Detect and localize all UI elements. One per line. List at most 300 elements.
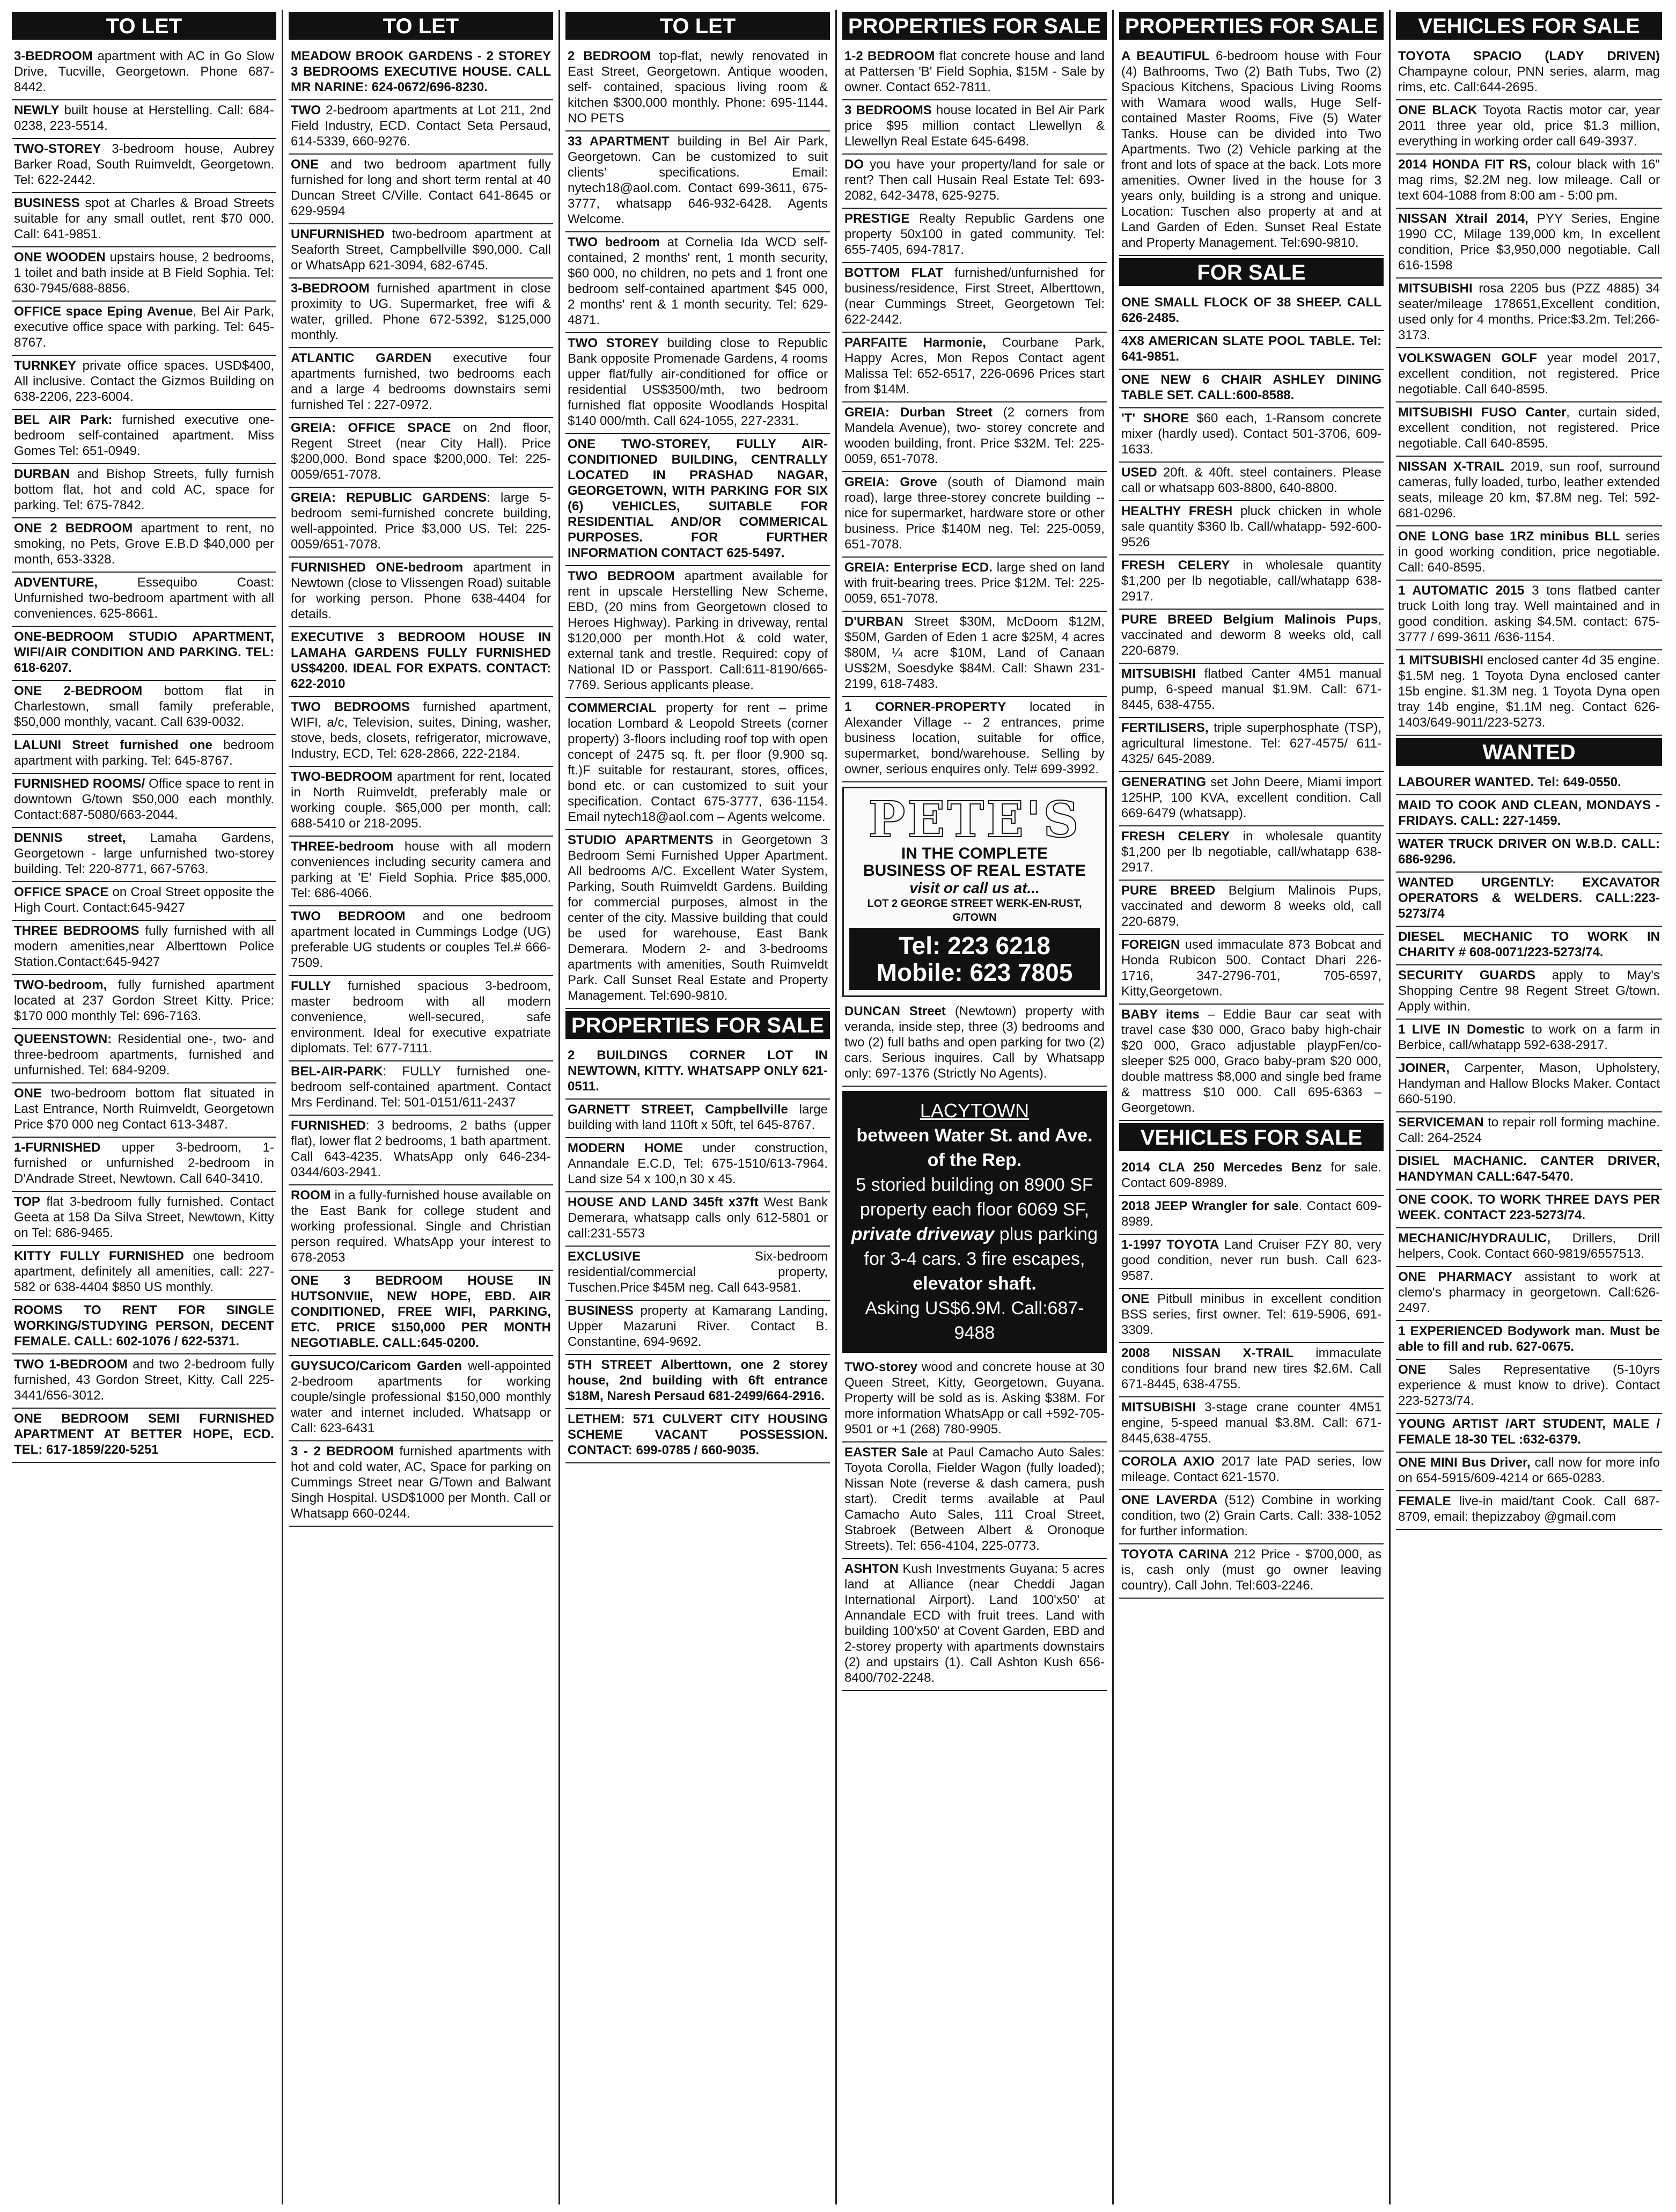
ad-text: furnished spacious 3-bedroom, master bedroom with all modern convenience, well-secured, safe environment. Ideal for executive expatriate diplomats. Tel: 677-7111. bbox=[291, 979, 551, 1056]
ad-text: Street $30M, McDoom $12M, $50M, Garden of Eden 1 acre $25M, 4 acres $80M, ¼ acre $10M, Land of Canaan US$2M, Soesdyke $84M. Call: Shawn 231-2199, 618-7483. bbox=[844, 614, 1105, 691]
box-line: Asking US$6.9M. Call:687-9488 bbox=[865, 1298, 1084, 1343]
ad-text: Pitbull minibus in excellent condition BSS series, first owner. Tel: 619-5906, 691-3309. bbox=[1121, 1292, 1381, 1337]
ad-text: top-flat, newly renovated in East Street, Georgetown. Antique wooden, self- contained, spacious living room & kitchen $300,000 monthly. Phone: 695-1144. NO PETS bbox=[568, 49, 828, 126]
ad-text: furnished apartment, WIFI, a/c, Television, suites, Dining, washer, stove, beds, closets, refrigerator, microwave, Industry, ECD, Tel: 628-2866, 222-2184. bbox=[291, 700, 551, 761]
ad-text: colour black with 16" mag rims, $2.2M neg. low mileage. Call or text 604-1088 from 8:00 am - 5:00 pm. bbox=[1398, 157, 1660, 203]
ad-lead: 2014 HONDA FIT RS, bbox=[1398, 157, 1531, 172]
ad-text: West Bank Demerara, whatsapp calls only 612-5801 or call:231-5573 bbox=[568, 1195, 828, 1241]
ad-lead: MODERN HOME bbox=[568, 1141, 683, 1155]
classified-ad bbox=[12, 774, 276, 828]
classified-ad bbox=[1119, 555, 1384, 610]
ad-lead: 1 CORNER-PROPERTY bbox=[844, 700, 1006, 714]
ad-lead: ONE BEDROOM SEMI FURNISHED APARTMENT AT BETTER HOPE, ECD. TEL: 617-1859/220-5251 bbox=[14, 1411, 274, 1457]
ad-lead: 1 LIVE IN Domestic bbox=[1398, 1022, 1525, 1037]
ad-lead: TOYOTA CARINA bbox=[1121, 1547, 1229, 1562]
logo-mobile: Mobile: 623 7805 bbox=[876, 958, 1073, 986]
classified-ad bbox=[842, 697, 1107, 782]
classified-ad bbox=[12, 46, 276, 100]
classified-ad bbox=[1119, 501, 1384, 555]
ad-lead: BEL-AIR-PARK bbox=[291, 1064, 383, 1079]
classified-ad bbox=[289, 837, 553, 906]
ad-text: Land Cruiser FZY 80, very good condition, never run bush. Call 623-9587. bbox=[1121, 1237, 1381, 1283]
classified-ad bbox=[1119, 1544, 1384, 1599]
ad-text: 3-stage crane counter 4M51 engine, 5-speed manual $3.8M. Call: 671-8445,638-4755. bbox=[1121, 1400, 1381, 1446]
logo-line: BUSINESS OF REAL ESTATE bbox=[863, 862, 1086, 880]
ad-text: well-appointed 2-bedroom apartments for working couple/single professional $150,000 monthly water and internet included. Whatsapp or Call: 623-6431 bbox=[291, 1359, 551, 1435]
ad-text: Essequibo Coast: Unfurnished two-bedroom apartment with all conveniences. 625-8661. bbox=[14, 575, 274, 621]
box-line: between Water St. and Ave. of the Rep. bbox=[856, 1125, 1093, 1170]
ad-lead: 3 BEDROOMS bbox=[844, 103, 932, 118]
classified-ad bbox=[1119, 1158, 1384, 1196]
ad-lead: BUSINESS bbox=[14, 196, 80, 210]
ad-text: on Croal Street opposite the High Court. Contact:645-9427 bbox=[14, 885, 274, 915]
classified-ad bbox=[842, 472, 1107, 558]
ad-lead: ONE 2-BEDROOM bbox=[14, 684, 143, 698]
ad-lead: GREIA: Durban Street bbox=[844, 405, 993, 420]
ad-text: : large 5-bedroom semi-furnished concrete building, well-appointed. Price $3,000 US. Tel: 225-0059/651-7078. bbox=[291, 490, 551, 552]
classified-ad bbox=[565, 1100, 830, 1138]
classified-ad bbox=[565, 46, 830, 131]
ad-lead: UNFURNISHED bbox=[291, 227, 385, 241]
ad-text: you have your property/land for sale or rent? Then call Husain Real Estate Tel: 693-2082, 642-3478, 625-9275. bbox=[844, 157, 1105, 203]
ad-lead: 2 BUILDINGS CORNER LOT IN NEWTOWN, KITTY. WHATSAPP ONLY 621-0511. bbox=[568, 1048, 828, 1094]
ad-text: fully furnished apartment located at 237 Gordon Street Kitty. Price: $170 000 monthly Tel: 696-7163. bbox=[14, 978, 274, 1023]
ad-lead: BOTTOM FLAT bbox=[844, 266, 944, 280]
ad-text: Drillers, Drill helpers, Cook. Contact 660-9819/6557513. bbox=[1398, 1231, 1660, 1261]
classified-ad bbox=[1119, 292, 1384, 331]
classified-ad bbox=[1396, 457, 1662, 526]
column-6 bbox=[1391, 10, 1667, 2204]
ad-lead: TOYOTA SPACIO (LADY DRIVEN) bbox=[1398, 49, 1660, 63]
classified-ad bbox=[1119, 370, 1384, 408]
classified-ad bbox=[289, 1356, 553, 1441]
ad-text: Kush Investments Guyana: 5 acres land at Alliance (near Cheddi Jagan International Airport). Land 100'x50' at Annandale ECD with fruit trees. Land with building 100'x50' at Covent Garden, EBD and 2-storey property with apartments downstairs (2) and upstairs (1). Call Ashton Kush 656-8400/702-2248. bbox=[844, 1562, 1105, 1685]
classified-ad bbox=[289, 1441, 553, 1527]
ad-text: , curtain sided, excellent condition, not registered. Price negotiable. Call 640-8595. bbox=[1398, 405, 1660, 451]
ad-text: built house at Herstelling. Call: 684-0238, 223-5514. bbox=[14, 103, 274, 133]
classified-ad bbox=[1119, 610, 1384, 664]
ad-text: executive four apartments furnished, two bedrooms each and a large 4 bedrooms downstairs semi furnished Tel : 227-0972. bbox=[291, 351, 551, 412]
ad-lead: DURBAN bbox=[14, 467, 70, 481]
ad-text: flatbed Canter 4M51 manual pump, 6-speed manual $1.9M. Call: 671-8445, 638-4755. bbox=[1121, 666, 1381, 712]
ad-lead: HEALTHY FRESH bbox=[1121, 504, 1233, 518]
ad-lead: 3-BEDROOM bbox=[291, 281, 370, 296]
ad-text: house with all modern conveniences including security camera and parking at 'E' Field Sophia. Price $85,000. Tel: 686-4066. bbox=[291, 839, 551, 900]
ad-lead: WATER TRUCK DRIVER ON W.B.D. CALL: 686-9296. bbox=[1398, 837, 1660, 867]
classified-ad bbox=[1396, 46, 1662, 100]
classified-ad bbox=[289, 976, 553, 1061]
ad-lead: SECURITY GUARDS bbox=[1398, 968, 1535, 983]
ad-lead: BABY items bbox=[1121, 1007, 1200, 1022]
classified-ad bbox=[1396, 100, 1662, 155]
classified-ad bbox=[1396, 1321, 1662, 1360]
ad-lead: ONE SMALL FLOCK OF 38 SHEEP. CALL 626-2485. bbox=[1121, 295, 1381, 325]
ad-lead: FULLY bbox=[291, 979, 332, 993]
ad-text: at Paul Camacho Auto Sales: Toyota Corolla, Fielder Wagon (fully loaded); Nissan Note (reverse & dash camera, push start). Credit terms available at Paul Camacho Auto Sales, 111 Croal Street, Stabroek (Between Albert & Oronoque Streets). Tel: 656-4104, 225-0773. bbox=[844, 1445, 1105, 1553]
ad-lead: 1-2 BEDROOM bbox=[844, 49, 935, 63]
classified-ad bbox=[1396, 526, 1662, 581]
classified-ad bbox=[289, 1185, 553, 1271]
ad-lead: GARNETT STREET, Campbellville bbox=[568, 1102, 788, 1117]
ad-lead: LETHEM: 571 CULVERT CITY HOUSING SCHEME VACANT POSSESSION. CONTACT: 699-0785 / 660-9035. bbox=[568, 1412, 828, 1457]
ad-lead: ONE COOK. TO WORK THREE DAYS PER WEEK. CONTACT 223-5273/74. bbox=[1398, 1192, 1660, 1222]
ad-lead: 5TH STREET Alberttown, one 2 storey house, 2nd building with 6ft entrance $18M, Naresh Persaud 681-2499/664-2916. bbox=[568, 1358, 828, 1403]
classified-ad bbox=[1119, 881, 1384, 935]
classified-ad bbox=[1396, 927, 1662, 965]
section-header: PROPERTIES FOR SALE bbox=[565, 1011, 830, 1039]
classified-ad bbox=[842, 1357, 1107, 1442]
classified-ad bbox=[12, 681, 276, 735]
classified-ad bbox=[1396, 873, 1662, 927]
ad-lead: TWO bedroom bbox=[568, 235, 660, 250]
ad-text: enclosed canter 4d 35 engine. $1.5M neg. 1 Toyota Dyna enclosed canter 15b engine. $1.3M neg. 1 Toyota Dyna open tray 14b engine, $1.1M neg. Contact 626-1403/649-9011/223-5273. bbox=[1398, 653, 1660, 730]
classified-ad bbox=[1396, 834, 1662, 873]
classified-ad bbox=[12, 1300, 276, 1354]
section-header: VEHICLES FOR SALE bbox=[1119, 1123, 1384, 1151]
ad-text: one bedroom apartment, definitely all amenities, call: 227-582 or 638-4404 $850 US monthly. bbox=[14, 1249, 274, 1294]
classified-ad bbox=[565, 830, 830, 1009]
classified-ad bbox=[1396, 1058, 1662, 1112]
classified-ad bbox=[1119, 664, 1384, 718]
ad-text: furnished apartments with hot and cold water, AC, Space for parking on Cummings Street near G/Town and Balwant Singh Hospital. USD$1000 per Month. Call or Whatsapp 660-0244. bbox=[291, 1444, 551, 1521]
classified-ad bbox=[1396, 1414, 1662, 1453]
section-header: TO LET bbox=[565, 12, 830, 40]
ad-lead: FERTILISERS, bbox=[1121, 721, 1209, 735]
ad-text: upper 3-bedroom, 1-furnished or unfurnished 2-bedroom in D'Andrade Street, Newtown. Call 640-3410. bbox=[14, 1140, 274, 1186]
ad-text: building in Bel Air Park, Georgetown. Can be customized to suit clients' specifications. Email: nytech18@aol.com. Contact 699-3611, 675-3777, whatsapp 646-932-6428. Agents Welcome. bbox=[568, 134, 828, 226]
ad-lead: ATLANTIC GARDEN bbox=[291, 351, 432, 365]
ad-lead: WANTED URGENTLY: EXCAVATOR OPERATORS & WELDERS. CALL:223-5273/74 bbox=[1398, 875, 1660, 921]
ad-text: Six-bedroom residential/commercial property, Tuschen.Price $45M neg. Call 643-9581. bbox=[568, 1249, 828, 1295]
ad-text: Sales Representative (5-10yrs experience & must know to drive). Contact 223-5273/74. bbox=[1398, 1363, 1660, 1408]
classifieds-page bbox=[6, 10, 1670, 2204]
ad-text: property for rent – prime location Lombard & Leopold Streets (corner property) 3-floors including roof top with open concept of 2475 sq. ft. per floor (9.900 sq. ft.)F suitable for restaurant, stores, offices, bond etc. or can customized to suit your specification. Contact 675-3777, 636-1154. Email nytech18@aol.com – Agents welcome. bbox=[568, 701, 828, 824]
ad-lead: VOLKSWAGEN GOLF bbox=[1398, 351, 1537, 365]
classified-ad bbox=[565, 333, 830, 434]
ad-text: apartment to rent, no smoking, no Pets, Grove E.B.D $40,000 per month, 653-3328. bbox=[14, 521, 275, 567]
ad-lead: ASHTON bbox=[844, 1562, 899, 1576]
classified-ad bbox=[565, 1301, 830, 1355]
box-line: 5 storied building on 8900 SF property each floor 6069 SF, bbox=[856, 1175, 1093, 1220]
ad-lead: ONE 2 BEDROOM bbox=[14, 521, 133, 536]
ad-lead: ONE bbox=[14, 1086, 42, 1101]
ad-lead: ONE TWO-STOREY, FULLY AIR-CONDITIONED BUILDING, CENTRALLY LOCATED IN PRASHAD NAGAR, GEORGETOWN, WITH PARKING FOR SIX (6) VEHICLES, SUITABLE FOR RESIDENTIAL AND/OR COMMERICAL PURPOSES. FOR FURTHER INFORMATION CONTACT 625-5497. bbox=[568, 437, 828, 560]
ad-lead: TWO bbox=[291, 103, 321, 118]
ad-text: in a fully-furnished house available on the East Bank for college student and working professional. Single and Christian person required. WhatsApp your interest to 678-2053 bbox=[291, 1188, 551, 1265]
column-1 bbox=[6, 10, 283, 2204]
classified-ad bbox=[565, 1045, 830, 1100]
column-3 bbox=[560, 10, 837, 2204]
box-text: plus parking for 3-4 cars. 3 fire escapes, bbox=[864, 1224, 1098, 1269]
ad-lead: TWO BEDROOM bbox=[291, 909, 406, 924]
column-4 bbox=[837, 10, 1114, 2204]
ad-text: private office spaces. USD$400, All inclusive. Contact the Gizmos Building on 638-2206, 223-6004. bbox=[14, 358, 274, 404]
ad-lead: MITSUBISHI bbox=[1121, 1400, 1196, 1415]
box-line: elevator shaft. bbox=[913, 1273, 1037, 1294]
classified-ad bbox=[12, 356, 276, 410]
ad-text: pluck chicken in whole sale quantity $360 lb. Call/whatapp- 592-600-9526 bbox=[1121, 504, 1382, 550]
ad-text: in Georgetown 3 Bedroom Semi Furnished Upper Apartment. All bedrooms A/C. Excellent Water System, Parking, South Ruimveldt Gardens. Building for commercial purposes, almost in the center of the city. Massive building that could be used for warehouse, East Bank Demerara. Modern 2- and 3-bedrooms apartments with amenities, South Ruimveldt Park. Call Sunset Real Estate and Property Management. Tel:690-9810. bbox=[568, 833, 828, 1003]
ad-text: (2 corners from Mandela Avenue), two- storey concrete and wooden building, front. Price $32M. Tel: 225-0059, 651-7078. bbox=[844, 405, 1105, 466]
classified-ad bbox=[289, 46, 553, 100]
ad-lead: ONE-BEDROOM STUDIO APARTMENT, WIFI/AIR CONDITION AND PARKING. TEL: 618-6207. bbox=[14, 629, 274, 675]
section-header: WANTED bbox=[1396, 738, 1662, 766]
classified-ad bbox=[289, 100, 553, 155]
ad-text: Realty Republic Gardens one property 50x100 in gated community. Tel: 655-7405, 694-7817. bbox=[844, 211, 1105, 257]
ad-lead: ONE bbox=[1398, 1363, 1427, 1377]
ad-text: year model 2017, excellent condition, not registered. Price negotiable. Call 640-8595. bbox=[1398, 351, 1660, 397]
ad-text: triple superphosphate (TSP), agricultural limestone. Tel: 627-4575/ 611-4325/ 645-2089. bbox=[1121, 721, 1381, 766]
ad-lead: TWO STOREY bbox=[568, 336, 659, 350]
classified-ad bbox=[842, 402, 1107, 472]
ad-lead: THREE-bedroom bbox=[291, 839, 394, 854]
classified-ad bbox=[842, 333, 1107, 402]
ad-lead: FURNISHED ROOMS/ bbox=[14, 777, 145, 791]
ad-lead: 2014 CLA 250 Mercedes Benz bbox=[1121, 1160, 1322, 1175]
classified-ad bbox=[565, 1355, 830, 1409]
ad-lead: LALUNI Street furnished one bbox=[14, 738, 212, 752]
classified-ad bbox=[1396, 772, 1662, 795]
classified-ad bbox=[12, 100, 276, 139]
classified-ad bbox=[1396, 795, 1662, 834]
ad-text: Office space to rent in downtown G/town $50,000 each monthly. Contact:687-5080/663-2044. bbox=[14, 777, 274, 822]
ad-lead: ADVENTURE, bbox=[14, 575, 98, 590]
ad-lead: FOREIGN bbox=[1121, 937, 1180, 952]
classified-ad bbox=[1396, 209, 1662, 279]
ad-lead: MITSUBISHI FUSO Canter bbox=[1398, 405, 1567, 420]
logo-tel: Tel: 223 6218 bbox=[898, 932, 1050, 959]
logo-line: visit or call us at... bbox=[909, 880, 1040, 896]
ad-text: 6-bedroom house with Four (4) Bathrooms, Two (2) Bath Tubs, Two (2) Spacious Kitchens, Spacious Living Rooms with Wamara wood walls, Huge Self-contained Master Rooms, Five (5) Water Tanks. House can be divided into Two Apartments. Two (2) Vehicle parking at the front and lots of space at the back. Lots more amenities. Owner lived in the house for 3 years only, building is a strong and unique. Location: Tuschen also property at and at Land Garden of Eden. Sunset Real Estate and Property Management. Tel:690-9810. bbox=[1121, 49, 1382, 250]
classified-ad bbox=[12, 1192, 276, 1246]
ad-text: large building with land 110ft x 50ft, tel 645-8767. bbox=[568, 1102, 828, 1132]
ad-lead: TWO-storey bbox=[844, 1360, 918, 1374]
ad-text: furnished executive one-bedroom self-contained apartment. Miss Gomes Tel: 651-0949. bbox=[14, 413, 274, 458]
section-header: PROPERTIES FOR SALE bbox=[1119, 12, 1384, 40]
classified-ad bbox=[1396, 1020, 1662, 1058]
ad-text: for sale. Contact 609-8989. bbox=[1121, 1160, 1381, 1190]
ad-lead: 1-1997 TOYOTA bbox=[1121, 1237, 1219, 1252]
classified-ad bbox=[1119, 1490, 1384, 1544]
classified-ad bbox=[289, 224, 553, 279]
ad-lead: COMMERCIAL bbox=[568, 701, 657, 715]
classified-ad bbox=[289, 279, 553, 348]
ad-lead: MAID TO COOK AND CLEAN, MONDAYS - FRIDAYS. CALL: 227-1459. bbox=[1398, 798, 1660, 828]
ad-lead: ONE PHARMACY bbox=[1398, 1270, 1513, 1284]
ad-lead: STUDIO APARTMENTS bbox=[568, 833, 714, 847]
classified-ad bbox=[842, 558, 1107, 612]
ad-text: Champayne colour, PNN series, alarm, mag rims, etc. Call:644-2695. bbox=[1398, 64, 1660, 94]
ad-text: flat concrete house and land at Pattersen 'B' Field Sophia, $15M - Sale by owner. Contact 652-7811. bbox=[844, 49, 1105, 94]
ad-text: bottom flat in Charlestown, small family preferable, $50,000 monthly, vacant. Call 639-0032. bbox=[14, 684, 274, 729]
ad-text: 2017 late PAD series, low mileage. Contact 621-1570. bbox=[1121, 1454, 1381, 1484]
ad-text: Toyota Ractis motor car, year 2011 three year old, price $1.3 million, everything in working order call 649-3937. bbox=[1398, 103, 1660, 149]
ad-lead: COROLA AXIO bbox=[1121, 1454, 1215, 1469]
ad-text: set John Deere, Miami import 125HP, 100 KVA, excellent condition. Call 669-6479 (whatsapp). bbox=[1121, 775, 1381, 821]
classified-ad bbox=[1396, 279, 1662, 348]
classified-ad bbox=[1396, 155, 1662, 209]
classified-ad bbox=[12, 573, 276, 627]
classified-ad bbox=[12, 882, 276, 921]
ad-lead: PARFAITE Harmonie, bbox=[844, 335, 987, 350]
ad-text: apartment available for rent in upscale Herstelling New Scheme, EBD, (20 mins from Georgetown closed to Heroes Highway). Parking in driveway, rental $120,000 per month.Hot & cold water, external tank and trestle. Required: copy of National ID or Passport. Call:611-8190/665-7769. Serious applicants please. bbox=[568, 569, 828, 692]
ad-lead: NISSAN Xtrail 2014, bbox=[1398, 211, 1528, 226]
ad-text: live-in maid/tant Cook. Call 687-8709, email: thepizzaboy @gmail.com bbox=[1398, 1494, 1660, 1524]
ad-lead: THREE BEDROOMS bbox=[14, 924, 139, 938]
classified-ad bbox=[842, 263, 1107, 333]
classified-ad bbox=[1119, 331, 1384, 370]
classified-ad bbox=[1119, 826, 1384, 881]
classified-ad bbox=[1396, 1491, 1662, 1530]
ad-lead: PURE BREED Belgium Malinois Pups bbox=[1121, 612, 1378, 627]
ad-text: under construction, Annandale E.C.D, Tel: 675-1510/613-7964. Land size 54 x 100,n 30 x 45. bbox=[568, 1141, 828, 1186]
classified-ad bbox=[289, 906, 553, 976]
classified-ad bbox=[1119, 772, 1384, 826]
classified-ad bbox=[1396, 1151, 1662, 1190]
classified-ad bbox=[12, 193, 276, 247]
classified-ad bbox=[12, 139, 276, 193]
box-line: LACYTOWN bbox=[920, 1100, 1030, 1122]
classified-ad bbox=[1396, 1112, 1662, 1151]
classified-ad bbox=[12, 975, 276, 1029]
classified-ad bbox=[1119, 1289, 1384, 1343]
ad-text: , Bel Air Park, executive office space with parking. Tel: 645-8767. bbox=[14, 304, 275, 350]
column-5 bbox=[1114, 10, 1391, 2204]
section-header: TO LET bbox=[12, 12, 276, 40]
ad-lead: FURNISHED bbox=[291, 1118, 366, 1133]
ad-lead: 2018 JEEP Wrangler for sale bbox=[1121, 1199, 1299, 1213]
ad-text: two-bedroom bottom flat situated in Last Entrance, North Ruimveldt, Georgetown Price $70 000 neg Contact 613-3487. bbox=[14, 1086, 274, 1132]
ad-lead: 1-FURNISHED bbox=[14, 1140, 101, 1155]
classified-ad bbox=[565, 1192, 830, 1247]
classified-ad bbox=[1396, 650, 1662, 736]
ad-text: immaculate conditions four brand new tires $2.6M. Call 671-8445, 638-4755. bbox=[1121, 1346, 1382, 1391]
classified-ad bbox=[565, 434, 830, 566]
classified-ad bbox=[842, 46, 1107, 100]
ad-text: , vaccinated and deworm 8 weeks old, call 220-6879. bbox=[1121, 612, 1381, 658]
ad-text: 2019, sun roof, surround cameras, fully loaded, turbo, leather extended seats, mileage 20 km, $7.8M neg. Tel: 592-681-0296. bbox=[1398, 459, 1660, 521]
ad-lead: 3 - 2 BEDROOM bbox=[291, 1444, 394, 1459]
ad-lead: 3-BEDROOM bbox=[14, 49, 93, 63]
ad-text: 2-bedroom apartments at Lot 211, 2nd Field Industry, ECD. Contact Seta Persaud, 614-5339, 660-9276. bbox=[291, 103, 551, 149]
ad-text: fully furnished with all modern amenities,near Alberttown Police Station.Contact:645-9427 bbox=[14, 924, 274, 969]
ad-text: apartment in Newtown (close to Vlissengen Road) suitable for working person. Phone 638-4404 for details. bbox=[291, 560, 551, 621]
classified-ad bbox=[289, 1061, 553, 1116]
ad-lead: GREIA: Enterprise ECD. bbox=[844, 560, 993, 575]
ad-text: apartment for rent, located in North Ruimveldt, preferably male or working couple. $65,000 per month, call: 688-5410 or 218-2095. bbox=[291, 770, 551, 831]
classified-ad bbox=[12, 735, 276, 774]
ad-lead: ONE bbox=[1121, 1292, 1150, 1306]
classified-ad bbox=[1119, 1196, 1384, 1235]
ad-lead: GREIA: REPUBLIC GARDENS bbox=[291, 490, 487, 505]
ad-lead: TOP bbox=[14, 1195, 40, 1209]
ad-lead: PRESTIGE bbox=[844, 211, 910, 226]
ad-lead: ONE LAVERDA bbox=[1121, 1493, 1218, 1507]
ad-text: – Eddie Baur car seat with travel case $30 000, Graco baby high-chair $20 000, Graco adjustable playpFen/co-sleeper $25 000, Graco baby-pram $20 000, double mattress $8,000 and single bed frame & mattress $10 000. Call 695-6363 – Georgetown. bbox=[1121, 1007, 1381, 1115]
ad-text: in wholesale quantity $1,200 per lb negotiable, call/whatapp 638-2917. bbox=[1121, 829, 1381, 875]
classified-ad bbox=[1119, 1452, 1384, 1490]
ad-lead: DISIEL MACHANIC. CANTER DRIVER, HANDYMAN CALL:647-5470. bbox=[1398, 1154, 1660, 1184]
classified-ad bbox=[289, 488, 553, 558]
ad-lead: 2008 NISSAN X-TRAIL bbox=[1121, 1346, 1294, 1360]
classified-ad bbox=[12, 518, 276, 573]
ad-lead: EXCLUSIVE bbox=[568, 1249, 641, 1264]
ad-text: 3 tons flatbed canter truck Loith long tray. Well maintained and in good condition. asking $4.5M. contact: 675-3777 / 699-3611 /636-1154. bbox=[1398, 583, 1660, 644]
classified-ad bbox=[12, 1083, 276, 1138]
ad-text: in wholesale quantity $1,200 per lb negotiable, call/whatapp 638-2917. bbox=[1121, 558, 1381, 604]
ad-text: Carpenter, Mason, Upholstery, Handyman and Hallow Blocks Maker. Contact 660-5190. bbox=[1398, 1061, 1660, 1107]
ad-text: rosa 2205 bus (PZZ 4885) 34 seater/mileage 178651,Excellent condition, used only for 4 months. Price:$3.2m. Tel:266-3173. bbox=[1398, 281, 1660, 342]
section-header: VEHICLES FOR SALE bbox=[1396, 12, 1662, 40]
ad-lead: MITSUBISHI bbox=[1398, 281, 1473, 296]
classified-ad bbox=[12, 828, 276, 882]
section-header: PROPERTIES FOR SALE bbox=[842, 12, 1107, 40]
ad-lead: ONE WOODEN bbox=[14, 250, 106, 265]
classified-ad bbox=[842, 209, 1107, 263]
ad-text: Courbane Park, Happy Acres, Mon Repos Contact agent Malissa Tel: 652-6517, 226-0696 Prices start from $14M. bbox=[844, 335, 1105, 397]
classified-ad bbox=[12, 627, 276, 681]
ad-lead: DUNCAN Street bbox=[844, 1004, 946, 1019]
ad-lead: NISSAN X-TRAIL bbox=[1398, 459, 1504, 474]
ad-lead: 2 BEDROOM bbox=[568, 49, 651, 63]
ad-lead: BUSINESS bbox=[568, 1303, 634, 1318]
ad-lead: GENERATING bbox=[1121, 775, 1207, 789]
classified-ad bbox=[289, 697, 553, 767]
ad-lead: TWO BEDROOMS bbox=[291, 700, 410, 714]
classified-ad bbox=[289, 348, 553, 418]
ad-lead: 1 MITSUBISHI bbox=[1398, 653, 1483, 668]
classified-ad bbox=[842, 100, 1107, 155]
ad-lead: TWO-STOREY bbox=[14, 142, 101, 156]
ad-text: to work on a farm in Berbice, call/whatapp 592-638-2917. bbox=[1398, 1022, 1660, 1052]
ad-lead: DIESEL MECHANIC TO WORK IN CHARITY # 608-0071/223-5273/74. bbox=[1398, 929, 1660, 959]
classified-ad bbox=[12, 1029, 276, 1083]
ad-text: furnished apartment in close proximity to UG. Supermarket, free wifi & water, grilled. Phone 672-5392, $125,000 monthly. bbox=[291, 281, 551, 342]
classified-ad bbox=[1396, 1228, 1662, 1267]
ad-text: series in good working condition, price negotiable. Call: 640-8595. bbox=[1398, 529, 1660, 575]
ad-lead: ROOM bbox=[291, 1188, 331, 1203]
classified-ad bbox=[565, 698, 830, 830]
classified-ad bbox=[842, 1001, 1107, 1087]
ad-lead: 1 AUTOMATIC 2015 bbox=[1398, 583, 1525, 598]
classified-ad bbox=[289, 627, 553, 697]
ad-lead: 1 EXPERIENCED Bodywork man. Must be able to fill and rub. 627-0675. bbox=[1398, 1324, 1660, 1354]
ad-text: and Bishop Streets, fully furnish bottom flat, hot and cold AC, space for parking. Tel: 675-7842. bbox=[14, 467, 274, 512]
ad-lead: ONE BLACK bbox=[1398, 103, 1477, 118]
ad-lead: DO bbox=[844, 157, 864, 172]
ad-lead: JOINER, bbox=[1398, 1061, 1450, 1075]
ad-lead: TWO-BEDROOM bbox=[291, 770, 393, 784]
logo-phones bbox=[849, 928, 1100, 990]
classified-ad bbox=[1119, 408, 1384, 463]
ad-lead: GREIA: Grove bbox=[844, 475, 937, 489]
ad-text: apply to May's Shopping Centre 98 Regent Street G/town. Apply within. bbox=[1398, 968, 1660, 1014]
classified-ad bbox=[842, 612, 1107, 697]
classified-ad bbox=[1119, 1397, 1384, 1452]
lacytown-ad-box bbox=[842, 1091, 1107, 1353]
classified-ad bbox=[12, 1246, 276, 1300]
ad-lead: ONE bbox=[291, 157, 319, 172]
ad-lead: ONE 3 BEDROOM HOUSE IN HUTSONVIIE, NEW HOPE, EBD. AIR CONDITIONED, FREE WIFI, PARKING, ETC. PRICE $150,000 PER MONTH NEGOTIABLE. CALL:645-0200. bbox=[291, 1273, 551, 1350]
ad-text: assistant to work at clemo's pharmacy in georgetown. Call:626-2497. bbox=[1398, 1270, 1660, 1315]
ad-text: PYY Series, Engine 1990 CC, Milage 139,000 km, In excellent condition, Price $3,950,000 negotiable. Call 616-1598 bbox=[1398, 211, 1660, 273]
classified-ad bbox=[1119, 46, 1384, 256]
ad-text: to repair roll forming machine. Call: 264-2524 bbox=[1398, 1115, 1660, 1145]
ad-lead: MITSUBISHI bbox=[1121, 666, 1196, 681]
ad-lead: TURNKEY bbox=[14, 358, 77, 373]
ad-text: large shed on land with fruit-bearing trees. Price $12M. Tel: 225-0059, 651-7078. bbox=[844, 560, 1105, 606]
classified-ad bbox=[1119, 1343, 1384, 1397]
